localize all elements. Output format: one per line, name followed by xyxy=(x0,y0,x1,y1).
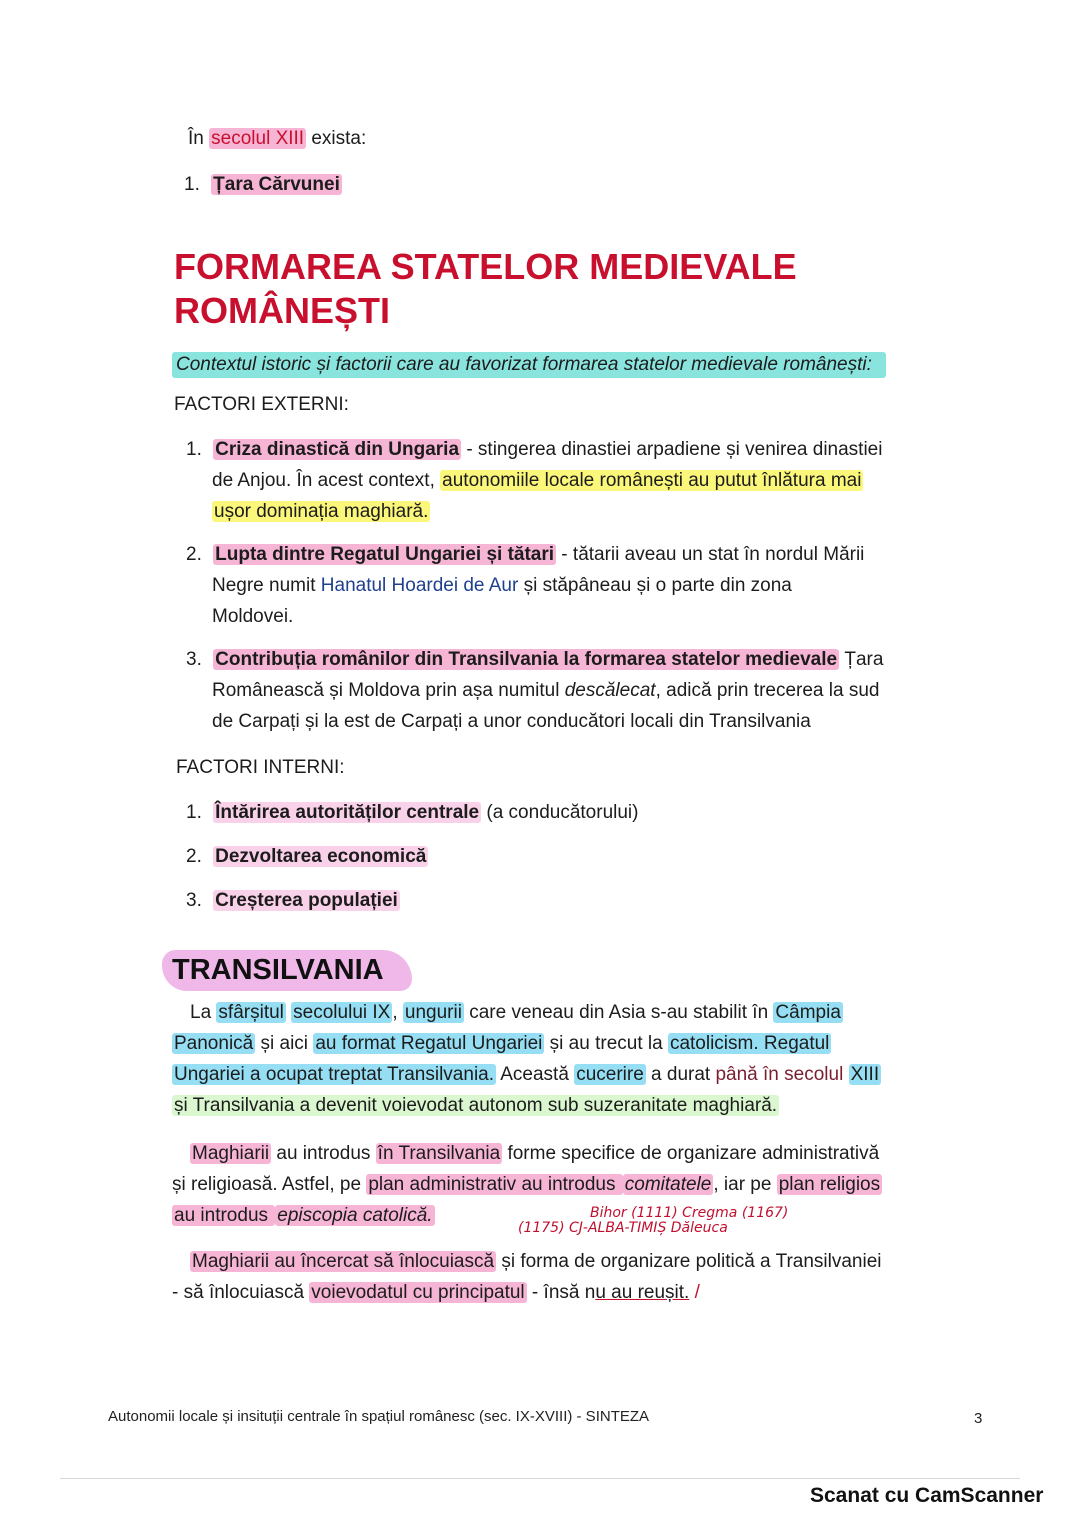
item-text: Negre numit xyxy=(212,575,321,596)
item-bold: Criza dinastică din Ungaria xyxy=(215,439,460,460)
intro-prefix: În xyxy=(188,128,204,149)
text: și forma de organizare politică a Transilvaniei xyxy=(496,1251,882,1272)
internal-item-3 xyxy=(186,890,400,912)
item-number: 2. xyxy=(186,846,202,867)
context-heading: Contextul istoric și factorii care au favorizat formarea statelor medievale românești: xyxy=(172,352,886,378)
item-text: (a conducătorului) xyxy=(481,802,639,823)
highlight: Panonică xyxy=(174,1033,254,1054)
colored-text: până în secolul xyxy=(715,1064,844,1085)
underlined-text: u au reușit. xyxy=(595,1282,690,1303)
highlight: Câmpia xyxy=(775,1002,841,1023)
text xyxy=(843,1064,848,1085)
item-number: 1. xyxy=(186,802,202,823)
transilvania-paragraph-1 xyxy=(172,997,881,1121)
internal-factors-heading: FACTORI INTERNI: xyxy=(176,757,345,778)
highlight: au introdus xyxy=(174,1205,274,1226)
intro-line xyxy=(188,128,366,150)
title-line-2: ROMÂNEȘTI xyxy=(174,290,390,331)
text: - însă n xyxy=(526,1282,596,1303)
intro-suffix: exista: xyxy=(311,128,367,149)
text: , xyxy=(392,1002,403,1023)
item-bold: Contribuția românilor din Transilvania la formarea statelor medievale xyxy=(215,649,838,670)
item-number: 2. xyxy=(186,544,202,565)
highlight-italic: episcopia catolică. xyxy=(277,1205,433,1226)
item-bold: Creșterea populației xyxy=(215,890,398,911)
intro-highlight: secolul XIII xyxy=(211,128,305,149)
text: și religioasă. Astfel, pe xyxy=(172,1174,367,1195)
highlight: XIII xyxy=(850,1064,880,1085)
highlight: catolicism. Regatul xyxy=(669,1033,830,1054)
highlight: secolului IX xyxy=(293,1002,391,1023)
section-heading-transilvania: TRANSILVANIA xyxy=(162,950,412,991)
handwritten-note-line-2: (1175) CJ-ALBA-TIMIȘ Dăleuca xyxy=(518,1220,728,1236)
internal-item-2 xyxy=(186,846,428,868)
item-text: de Anjou. În acest context, xyxy=(212,470,441,491)
page-title xyxy=(174,245,797,333)
highlight: sfârșitul xyxy=(218,1002,284,1023)
text: și aici xyxy=(255,1033,314,1054)
intro-list-item xyxy=(184,174,342,196)
item-number: 1. xyxy=(186,439,202,460)
highlight: ungurii xyxy=(404,1002,462,1023)
external-item-1 xyxy=(186,434,882,527)
highlight: în Transilvania xyxy=(377,1143,501,1164)
text: Această xyxy=(496,1064,575,1085)
page-number: 3 xyxy=(974,1410,983,1427)
transilvania-paragraph-3 xyxy=(172,1246,882,1308)
item-text: Țara Cărvunei xyxy=(213,174,340,195)
item-bold: Întărirea autorităților centrale xyxy=(215,802,480,823)
item-italic: descălecat xyxy=(564,680,656,701)
highlight: voievodatul cu principatul xyxy=(311,1282,525,1303)
item-text: , adică prin trecerea la sud xyxy=(655,680,880,701)
pen-mark: / xyxy=(689,1282,700,1303)
item-bold: Dezvoltarea economică xyxy=(215,846,427,867)
item-number: 1. xyxy=(184,174,200,195)
item-bold: Lupta dintre Regatul Ungariei și tătari xyxy=(215,544,555,565)
highlight: au format Regatul Ungariei xyxy=(315,1033,543,1054)
item-highlight: ușor dominația maghiară. xyxy=(214,501,429,522)
text: a durat xyxy=(645,1064,716,1085)
item-text: de Carpați și la est de Carpați a unor conducători locali din Transilvania xyxy=(212,711,811,732)
text: - să înlocuiască xyxy=(172,1282,310,1303)
text: care veneau din Asia s-au stabilit în xyxy=(463,1002,774,1023)
item-number: 3. xyxy=(186,649,202,670)
internal-item-1 xyxy=(186,802,638,824)
item-highlight: autonomiile locale românești au putut înlătura mai xyxy=(442,470,862,491)
external-item-3 xyxy=(186,644,883,737)
title-line-1: FORMAREA STATELOR MEDIEVALE xyxy=(174,246,797,287)
page-bottom-edge xyxy=(60,1478,1020,1479)
highlight: Ungariei a ocupat treptat Transilvania. xyxy=(174,1064,495,1085)
highlight: și Transilvania a devenit voievodat autonom sub suzeranitate maghiară. xyxy=(174,1095,778,1116)
item-text: Românească și Moldova prin așa numitul xyxy=(212,680,565,701)
handwritten-note-line-1: Bihor (1111) Cregma (1167) xyxy=(590,1205,789,1221)
highlight: plan religios xyxy=(778,1174,881,1195)
hanatul-term: Hanatul Hoardei de Aur xyxy=(320,575,519,596)
external-item-2 xyxy=(186,539,864,632)
item-text: Țara xyxy=(839,649,884,670)
item-text: Moldovei. xyxy=(212,606,294,627)
item-number: 3. xyxy=(186,890,202,911)
external-factors-heading: FACTORI EXTERNI: xyxy=(174,394,349,415)
text: , iar pe xyxy=(713,1174,777,1195)
camscanner-watermark: Scanat cu CamScanner xyxy=(810,1484,1044,1507)
text: au introdus xyxy=(271,1143,376,1164)
text: La xyxy=(190,1002,217,1023)
highlight: plan administrativ au introdus xyxy=(368,1174,621,1195)
highlight: Maghiarii xyxy=(192,1143,270,1164)
item-text: - tătarii aveau un stat în nordul Mării xyxy=(556,544,865,565)
item-text: și stăpâneau și o parte din zona xyxy=(518,575,792,596)
page-footer-text: Autonomii locale și insituții centrale în spațiul românesc (sec. IX-XVIII) - SINTEZA xyxy=(108,1408,650,1425)
text: și au trecut la xyxy=(544,1033,668,1054)
text: forme specifice de organizare administrativă xyxy=(502,1143,880,1164)
item-text: - stingerea dinastiei arpadiene și venirea dinastiei xyxy=(461,439,883,460)
highlight-italic: comitatele xyxy=(624,1174,712,1195)
highlight: cucerire xyxy=(576,1064,644,1085)
highlight: Maghiarii au încercat să înlocuiască xyxy=(192,1251,495,1272)
